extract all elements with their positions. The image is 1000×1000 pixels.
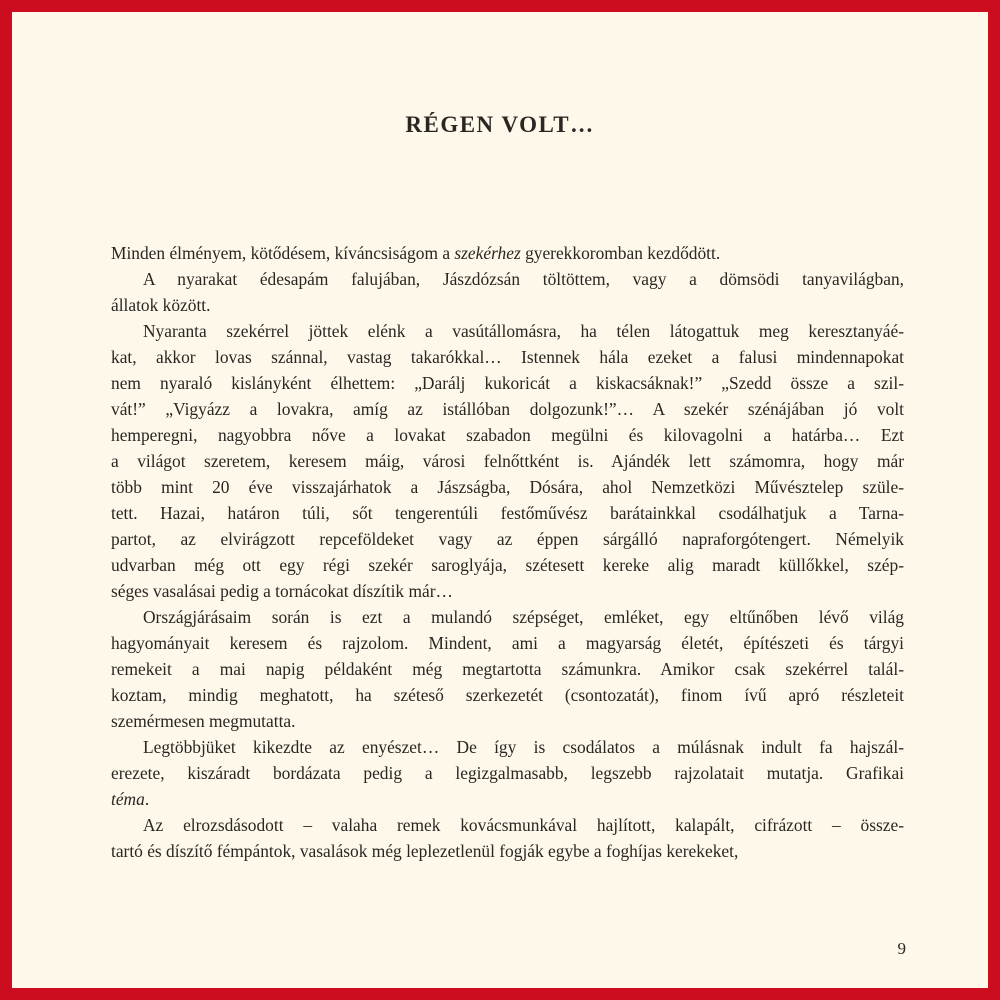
text-line: erezete, kiszáradt bordázata pedig a legizgalmasabb, legszebb rajzolatait mutatja. Grafikai (111, 763, 904, 783)
text-line: hemperegni, nagyobbra nőve a lovakat szabadon megülni és kilovagolni a határba… Ezt (111, 425, 904, 445)
paragraph (111, 604, 904, 734)
text-line: Az elrozsdásodott – valaha remek kovácsmunkával hajlított, kalapált, cifrázott – össze- (143, 815, 904, 835)
text-line: kat, akkor lovas szánnal, vastag takarókkal… Istennek hála ezeket a falusi mindennapokat (111, 347, 904, 367)
text-line: koztam, mindig meghatott, ha széteső szerkezetét (csontozatát), finom ívű apró részleteit (111, 685, 904, 705)
text-line: tartó és díszítő fémpántok, vasalások még leplezetlenül fogják egybe a foghíjas kerekeket, (111, 841, 739, 861)
book-page (12, 12, 988, 988)
text-line: szemérmesen megmutatta. (111, 711, 296, 731)
text-line: A nyarakat édesapám falujában, Jászdózsán töltöttem, vagy a dömsödi tanyavilágban, (143, 269, 904, 289)
italic-word: szekérhez (454, 243, 521, 263)
text-line: Minden élményem, kötődésem, kíváncsiságom a szekérhez gyerekkoromban kezdődött. (111, 243, 721, 263)
text-line: hagyományait keresem és rajzolom. Mindent, ami a magyarság életét, építészeti és tárgyi (111, 633, 904, 653)
paragraph (111, 266, 904, 318)
body-text (111, 240, 904, 864)
chapter-title: RÉGEN VOLT… (405, 112, 595, 137)
text-line: Országjárásaim során is ezt a mulandó szépséget, emléket, egy eltűnőben lévő világ (143, 607, 904, 627)
text-line: remekeit a mai napig példaként még megtartotta számunkra. Amikor csak szekérrel talál- (111, 659, 904, 679)
paragraph (111, 812, 904, 864)
page-number: 9 (897, 939, 906, 958)
paragraph (111, 240, 904, 266)
paragraph (111, 318, 904, 604)
text-line: Nyaranta szekérrel jöttek elénk a vasútállomásra, ha télen látogattuk meg keresztanyáé- (143, 321, 904, 341)
text-line: vát!” „Vigyázz a lovakra, amíg az istállóban dolgozunk!”… A szekér szénájában jó volt (111, 399, 904, 419)
text-line: partot, az elvirágzott repceföldeket vagy az éppen sárgálló napraforgótengert. Némelyik (111, 529, 904, 549)
italic-word: téma (111, 789, 145, 809)
text-line: több mint 20 éve visszajárhatok a Jászságba, Dósára, ahol Nemzetközi Művésztelep szüle- (111, 477, 904, 497)
text-line: állatok között. (111, 295, 211, 315)
text-line: Legtöbbjüket kikezdte az enyészet… De így is csodálatos a múlásnak indult fa hajszál- (143, 737, 904, 757)
paragraph (111, 734, 904, 812)
text-line: tett. Hazai, határon túli, sőt tengerentúli festőművész barátainkkal csodálhatjuk a Tarna- (111, 503, 904, 523)
text-line: a világot szeretem, keresem máig, városi felnőttként is. Ajándék lett számomra, hogy már (111, 451, 904, 471)
text-line: nem nyaraló kislányként élhettem: „Darálj kukoricát a kiskacsáknak!” „Szedd össze a szil- (111, 373, 904, 393)
text-line: téma. (111, 789, 150, 809)
text-line: udvarban még ott egy régi szekér saroglyája, szétesett kereke alig maradt küllőkkel, szép- (111, 555, 904, 575)
text-line: séges vasalásai pedig a tornácokat díszítik már… (111, 581, 453, 601)
